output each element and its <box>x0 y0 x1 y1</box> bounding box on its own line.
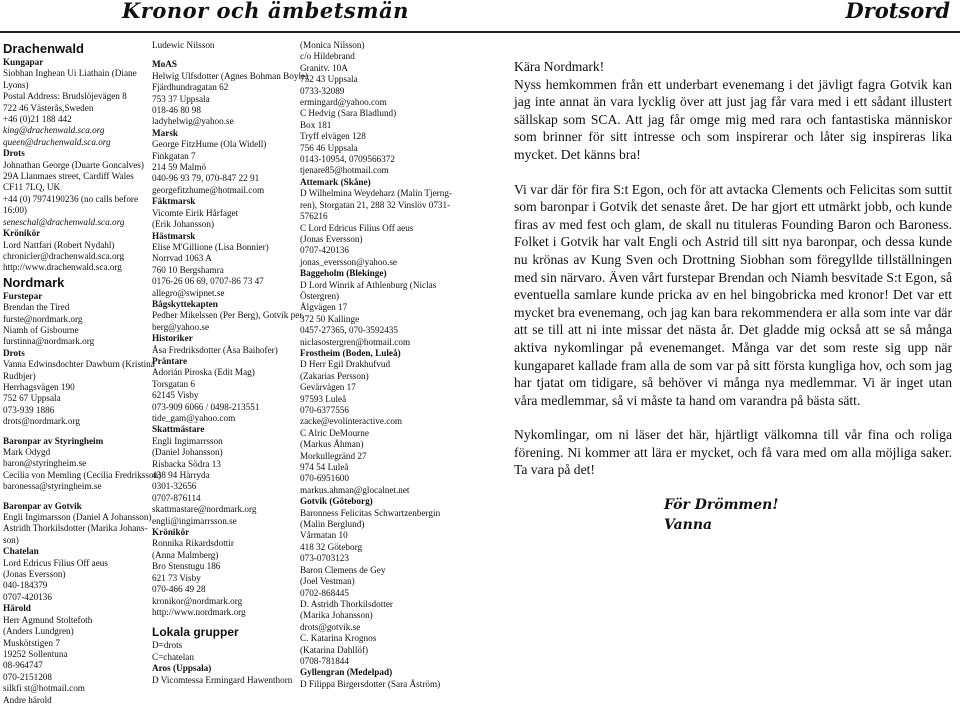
office-title: Präntare <box>152 355 188 366</box>
officer-info-line: Risbacka Södra 13 <box>152 458 221 469</box>
section-heading: Nordmark <box>3 274 65 290</box>
officer-info-line: D. Astridh Thorkilsdotter <box>300 598 393 609</box>
officer-info-line: Johnathan George (Duarte Goncalves) <box>3 159 144 170</box>
officer-info-line: 073-0703123 <box>300 553 349 564</box>
officer-info-line: Andre härold <box>3 694 52 705</box>
letter-paragraph: Nykomlingar, om ni läser det här, hjärtligt välkomna till vår fina och roliga förening. Ni kommer att lära er mycket, och få vara med om alla möjliga saker. Ta vara på det! <box>514 427 952 478</box>
officer-info-line: D Wilhelmina Weydeharz (Malin Tjerng- <box>300 188 452 199</box>
office-title: Attemark (Skåne) <box>300 176 371 187</box>
office-title: Marsk <box>152 127 179 138</box>
officer-info-line: Åsa Fredriksdotter (Åsa Baihofer) <box>152 344 278 355</box>
office-title: Furstepar <box>3 290 43 301</box>
officer-info-line: 0708-781844 <box>300 655 349 666</box>
officer-list-column-1 <box>3 40 162 706</box>
officer-info-line: 621 73 Visby <box>152 572 201 583</box>
officer-info-line: http://www.drachenwald.sca.org <box>3 262 122 273</box>
officer-info-line: king@drachenwald.sca.org <box>3 125 105 136</box>
officer-info-line: (Anna Malmberg) <box>152 549 219 560</box>
officer-info-line: 018-46 80 98 <box>152 105 201 116</box>
officer-info-line: 0457-27365, 070-3592435 <box>300 325 398 336</box>
officer-info-line: CF11 7LQ, UK <box>3 182 61 193</box>
office-title: Aros (Uppsala) <box>152 663 212 674</box>
officer-info-line: 438 94 Härryda <box>152 470 210 481</box>
officer-info-line: (Joel Vestman) <box>300 576 355 587</box>
officer-info-line: D Filippa Birgersdotter (Sara Åström) <box>300 678 441 689</box>
office-title: Härold <box>3 603 31 614</box>
officer-info-line: Gevärvägen 17 <box>300 382 356 393</box>
officer-info-line: 0707-420136 <box>300 245 349 256</box>
officer-info-line: jonas_eversson@yahoo.se <box>300 256 397 267</box>
officer-info-line: D Lord Winrik af Athlenburg (Niclas <box>300 279 437 290</box>
officer-info-line: Niamh of Gisbourne <box>3 324 79 335</box>
spacer <box>152 51 292 59</box>
officer-info-line: furstinna@nordmark.org <box>3 336 95 347</box>
officer-info-line: Adorián Piroska (Edit Mag) <box>152 367 255 378</box>
officer-info-line: Elise M'Gillione (Lisa Bonnier) <box>152 241 269 252</box>
officer-info-line: Lord Edricus Filius Off aeus <box>3 557 108 568</box>
officer-info-line: Pedher Mikelssen (Per Berg), Gotvik per. <box>152 310 305 321</box>
officer-info-line: c/o Hildebrand <box>300 51 355 62</box>
officer-info-line: 16:00) <box>3 205 27 216</box>
office-title: Baronpar av Styringheim <box>3 435 104 446</box>
officer-info-line: ren), Storgatan 21, 288 32 Vinslöv 0731- <box>300 199 451 210</box>
officer-info-line: 576216 <box>300 211 328 222</box>
officer-info-line: 040-184379 <box>3 580 48 591</box>
officer-info-line: D=drots <box>152 640 183 651</box>
officer-info-line: Vicomte Eirik Hårfaget <box>152 207 239 218</box>
page-header-title: Kronor och ämbetsmän <box>122 0 409 23</box>
section-heading: Lokala grupper <box>152 625 239 640</box>
officer-info-line: 760 10 Bergshamra <box>152 264 224 275</box>
officer-info-line: queen@drachenwald.sca.org <box>3 136 111 147</box>
office-title: Fäktmarsk <box>152 196 196 207</box>
office-title: Chatelan <box>3 546 39 557</box>
officer-info-line: 29A Llanmaes street, Cardiff Wales <box>3 171 134 182</box>
letter-signature: Vanna <box>664 517 713 534</box>
office-title: Skattmästare <box>152 424 205 435</box>
officer-info-line: (Zakarias Persson) <box>300 370 369 381</box>
officer-info-line: Finkgatan 7 <box>152 150 196 161</box>
office-title: Kungapar <box>3 57 44 67</box>
officer-info-line: Norrvad 1063 A <box>152 253 212 264</box>
officer-info-line: tjenare85@hotmail.com <box>300 165 389 176</box>
officer-info-line: 19252 Sollentuna <box>3 648 68 659</box>
officer-info-line: C Alric DeMourne <box>300 427 369 438</box>
officer-info-line: 0143-10954, 0709566372 <box>300 154 395 165</box>
officer-info-line: (Erik Johansson) <box>152 219 215 230</box>
officer-info-line: Astridh Thorkilsdotter (Marika Johans- <box>3 523 148 534</box>
officer-info-line: 214 59 Malmö <box>152 162 207 173</box>
officer-info-line: Muskötstigen 7 <box>3 637 60 648</box>
officer-info-line: zacke@evolinteractive.com <box>300 416 403 427</box>
officer-info-line: Cecilia von Memling (Cecilia Fredriksson) <box>3 469 162 480</box>
officer-info-line: Baronness Felicitas Schwartzenbergin <box>300 507 441 518</box>
officer-info-line: Postal Address: Brudslöjevägen 8 <box>3 91 127 102</box>
office-title: Historiker <box>152 333 193 344</box>
officer-info-line: (Katarina Dahllöf) <box>300 644 369 655</box>
spacer <box>3 428 145 436</box>
officer-info-line: Mark Odygd <box>3 447 51 457</box>
officer-info-line: 756 46 Uppsala <box>300 142 358 153</box>
officer-info-line: +46 (0)21 188 442 <box>3 114 72 125</box>
officer-info-line: allegro@swipnet.se <box>152 287 225 298</box>
officer-info-line: C=chatelan <box>152 651 194 662</box>
officer-info-line: skattmastare@nordmark.org <box>152 504 257 515</box>
officer-info-line: 0702-868445 <box>300 587 349 598</box>
officer-info-line: 040-96 93 79, 070-847 22 91 <box>152 173 260 184</box>
officer-info-line: 97593 Luleå <box>300 393 347 404</box>
officer-info-line: Herr Agmund Stoltefoth <box>3 614 93 625</box>
officer-info-line: (Anders Lundgren) <box>3 626 74 637</box>
letter-signoff: För Drömmen! <box>664 497 779 514</box>
letter-paragraph: Nyss hemkommen från ett underbart evenemang i det jävligt fagra Gotvik kan jag inte annat än vara lycklig över att just jag får vara med i ett sådant illustert sällskap som SCA. Att jag får omge mig med rara och fantastiska människor som brinner för sitt intresse och som inspirerar och låter sig inspireras lika mycket. Det känns bra! <box>514 76 952 162</box>
office-title: Baggeholm (Blekinge) <box>300 268 387 279</box>
officer-info-line: seneschal@drachenwald.sca.org <box>3 216 125 227</box>
officer-info-line: baron@styringheim.se <box>3 458 87 469</box>
officer-info-line: Tryff elvägen 128 <box>300 131 366 142</box>
officer-info-line: drots@nordmark.org <box>3 416 80 427</box>
officer-info-line: 62145 Visby <box>152 390 199 401</box>
officer-info-line: (Marika Johansson) <box>300 610 373 621</box>
officer-info-line: drots@gotvik.se <box>300 621 361 632</box>
officer-info-line: Lord Nattfari (Robert Nydahl) <box>3 239 115 250</box>
officer-info-line: chronicler@drachenwald.sca.org <box>3 250 125 261</box>
header-rule <box>0 31 960 33</box>
officer-info-line: ermingard@yahoo.com <box>300 97 387 108</box>
page-header-section: Drotsord <box>845 0 950 23</box>
officer-info-line: (Jonas Eversson) <box>3 569 66 580</box>
officer-info-line: (Jonas Eversson) <box>300 233 363 244</box>
officer-info-line: son) <box>3 534 19 545</box>
officer-info-line: 974 54 Luleå <box>300 462 349 473</box>
officer-info-line: 753 37 Uppsala <box>152 93 210 104</box>
officer-info-line: Siobhan Inghean Ui Liathain (Diane <box>3 68 137 79</box>
officer-info-line: Lyons) <box>3 79 29 90</box>
officer-info-line: Vårmatan 10 <box>300 530 348 541</box>
officer-info-line: 0707-876114 <box>152 492 201 503</box>
officer-info-line: 073-939 1886 <box>3 404 55 415</box>
officer-info-line: Helwig Ulfsdotter (Agnes Bohman Boyle) <box>152 70 309 81</box>
officer-info-line: engli@ingimarrsson.se <box>152 515 237 526</box>
office-title: Hästmarsk <box>152 230 196 241</box>
letter-paragraph: Vi var där för fira S:t Egon, och för att avtacka Clements och Felicitas som suttit som baronpar i Gotvik det senaste året. De har gjort ett utmärkt jobb, och kunde firas av med fest och glam, de skall nu tituleras Founding Baron och Baroness. Folket i Gotvik har valt Engli och Astrid till sitt nya baronpar, och dessa kunde nu krönas av Kung Sven och Drottning Siobhan som föregyllde tillställningen med sin närvaro. Även vårt furstepar Brendan och Niamh besvitade S:t Egon, så eventuella samlare kunde pricka av en hel bingobricka med kronor! Det var ett mycket bra evenemang, och jag kan bara rekommendera er alla som inte var där att se till att ni inte missar det nästa år. Det gladde mig också att se så många aktiva nykomlingar på evenemanget. Många var det som reste sig upp när kungaparet kallade fram alla de som var på sitt första kungliga hov, och som jag har tjatat om tidigare, så behöver vi många nya medlemmar. Vi är inget utan våra medlemmar, så vi måste ta hand om varandra på bästa sätt. <box>514 181 952 408</box>
office-title: Baronpar av Gotvik <box>3 500 82 511</box>
officer-info-line: C Lord Edricus Filius Off aeus <box>300 222 414 233</box>
officer-info-line: niclasostergren@hotmail.com <box>300 336 411 347</box>
officer-info-line: 0176-26 06 69, 0707-86 73 47 <box>152 276 264 287</box>
office-title: Krönikör <box>3 228 41 239</box>
officer-info-line: Bro Stenstugu 186 <box>152 561 221 572</box>
editor-letter <box>514 58 952 536</box>
officer-info-line: tide_gam@yahoo.com <box>152 413 236 423</box>
officer-info-line: Östergren) <box>300 290 340 301</box>
officer-info-line: http://www.nordmark.org <box>152 606 246 617</box>
officer-info-line: Fjärdhundragatan 62 <box>152 82 229 93</box>
officer-list-column-3 <box>300 40 452 690</box>
officer-info-line: Rudbjer) <box>3 370 36 381</box>
officer-info-line: 372 50 Kallinge <box>300 313 360 324</box>
officer-info-line: markus.ahman@glocalnet.net <box>300 484 410 495</box>
office-title: Gyllengran (Medelpad) <box>300 667 393 678</box>
officer-info-line: 070-466 49 28 <box>152 584 206 595</box>
officer-info-line: Torsgatan 6 <box>152 378 195 389</box>
officer-info-line: 752 67 Uppsala <box>3 393 61 404</box>
office-title: Gotvik (Göteborg) <box>300 496 373 507</box>
officer-info-line: 752 43 Uppsala <box>300 74 358 85</box>
letter-greeting: Kära Nordmark! <box>514 59 605 74</box>
officer-info-line: berg@yahoo.se <box>152 321 210 332</box>
office-title: Drots <box>3 347 25 358</box>
officer-info-line: (Malin Berglund) <box>300 519 365 530</box>
officer-info-line: 0301-32656 <box>152 481 197 492</box>
officer-list-column-2 <box>152 40 309 686</box>
office-title: Bågskyttekapten <box>152 298 218 309</box>
officer-info-line: 073-909 6066 / 0498-213551 <box>152 401 260 412</box>
office-title: Krönikör <box>152 527 190 538</box>
officer-info-line: D Herr Egil Drakhufvud <box>300 359 391 370</box>
officer-info-line: +44 (0) 7974190236 (no calls before <box>3 193 139 204</box>
officer-info-line: Box 181 <box>300 119 332 130</box>
office-title: Frostheim (Boden, Luleå) <box>300 347 401 358</box>
officer-info-line: Herrhagsvägen 190 <box>3 381 75 392</box>
officer-info-line: D Vicomtessa Ermingard Hawenthorn <box>152 674 293 685</box>
officer-info-line: Morkullegränd 27 <box>300 450 367 461</box>
officer-info-line: 070-6377556 <box>300 405 349 415</box>
officer-info-line: Ronnika Rikardsdottir <box>152 538 234 549</box>
officer-info-line: Vanna Edwinsdochter Dawburn (Kristina <box>3 359 155 370</box>
officer-info-line: Baron Clemens de Gey <box>300 564 386 575</box>
officer-info-line: 0707-420136 <box>3 591 52 602</box>
officer-info-line: silkfi st@hotmail.com <box>3 683 85 694</box>
office-title: MoAS <box>152 59 178 70</box>
officer-info-line: C. Katarina Krognos <box>300 633 377 644</box>
officer-info-line: baronessa@styringheim.se <box>3 481 102 492</box>
office-title: Drots <box>3 148 25 159</box>
officer-info-line: 08-964747 <box>3 660 43 671</box>
officer-info-line: 070-6951600 <box>300 473 349 484</box>
spacer <box>3 493 145 501</box>
officer-info-line: Brendan the Tired <box>3 302 70 313</box>
officer-info-line: kronikor@nordmark.org <box>152 595 243 606</box>
officer-info-line: C Hedvig (Sara Bladlund) <box>300 108 397 119</box>
officer-info-line: 0733-32089 <box>300 85 345 96</box>
officer-info-line: georgefitzhume@hotmail.com <box>152 184 265 195</box>
officer-info-line: Ludewic Nilsson <box>152 40 215 50</box>
officer-info-line: George FitzHume (Ola Widell) <box>152 139 267 150</box>
officer-info-line: furste@nordmark.org <box>3 313 83 324</box>
officer-info-line: 418 32 Göteborg <box>300 541 363 552</box>
officer-info-line: Engli Ingimarsson (Daniel A Johansson) <box>3 512 152 523</box>
officer-info-line: Granitv. 10A <box>300 62 348 73</box>
section-heading: Drachenwald <box>3 41 84 56</box>
officer-info-line: (Daniel Johansson) <box>152 447 223 458</box>
officer-info-line: 722 46 Västerås,Sweden <box>3 102 94 113</box>
officer-info-line: (Markus Åhman) <box>300 439 364 450</box>
officer-info-line: 070-2151208 <box>3 671 52 682</box>
officer-info-line: (Monica Nilsson) <box>300 40 365 50</box>
officer-info-line: Engli Ingimarrsson <box>152 435 223 446</box>
officer-info-line: ladyhelwig@yahoo.se <box>152 116 234 127</box>
officer-info-line: Ålgvägen 17 <box>300 302 348 313</box>
